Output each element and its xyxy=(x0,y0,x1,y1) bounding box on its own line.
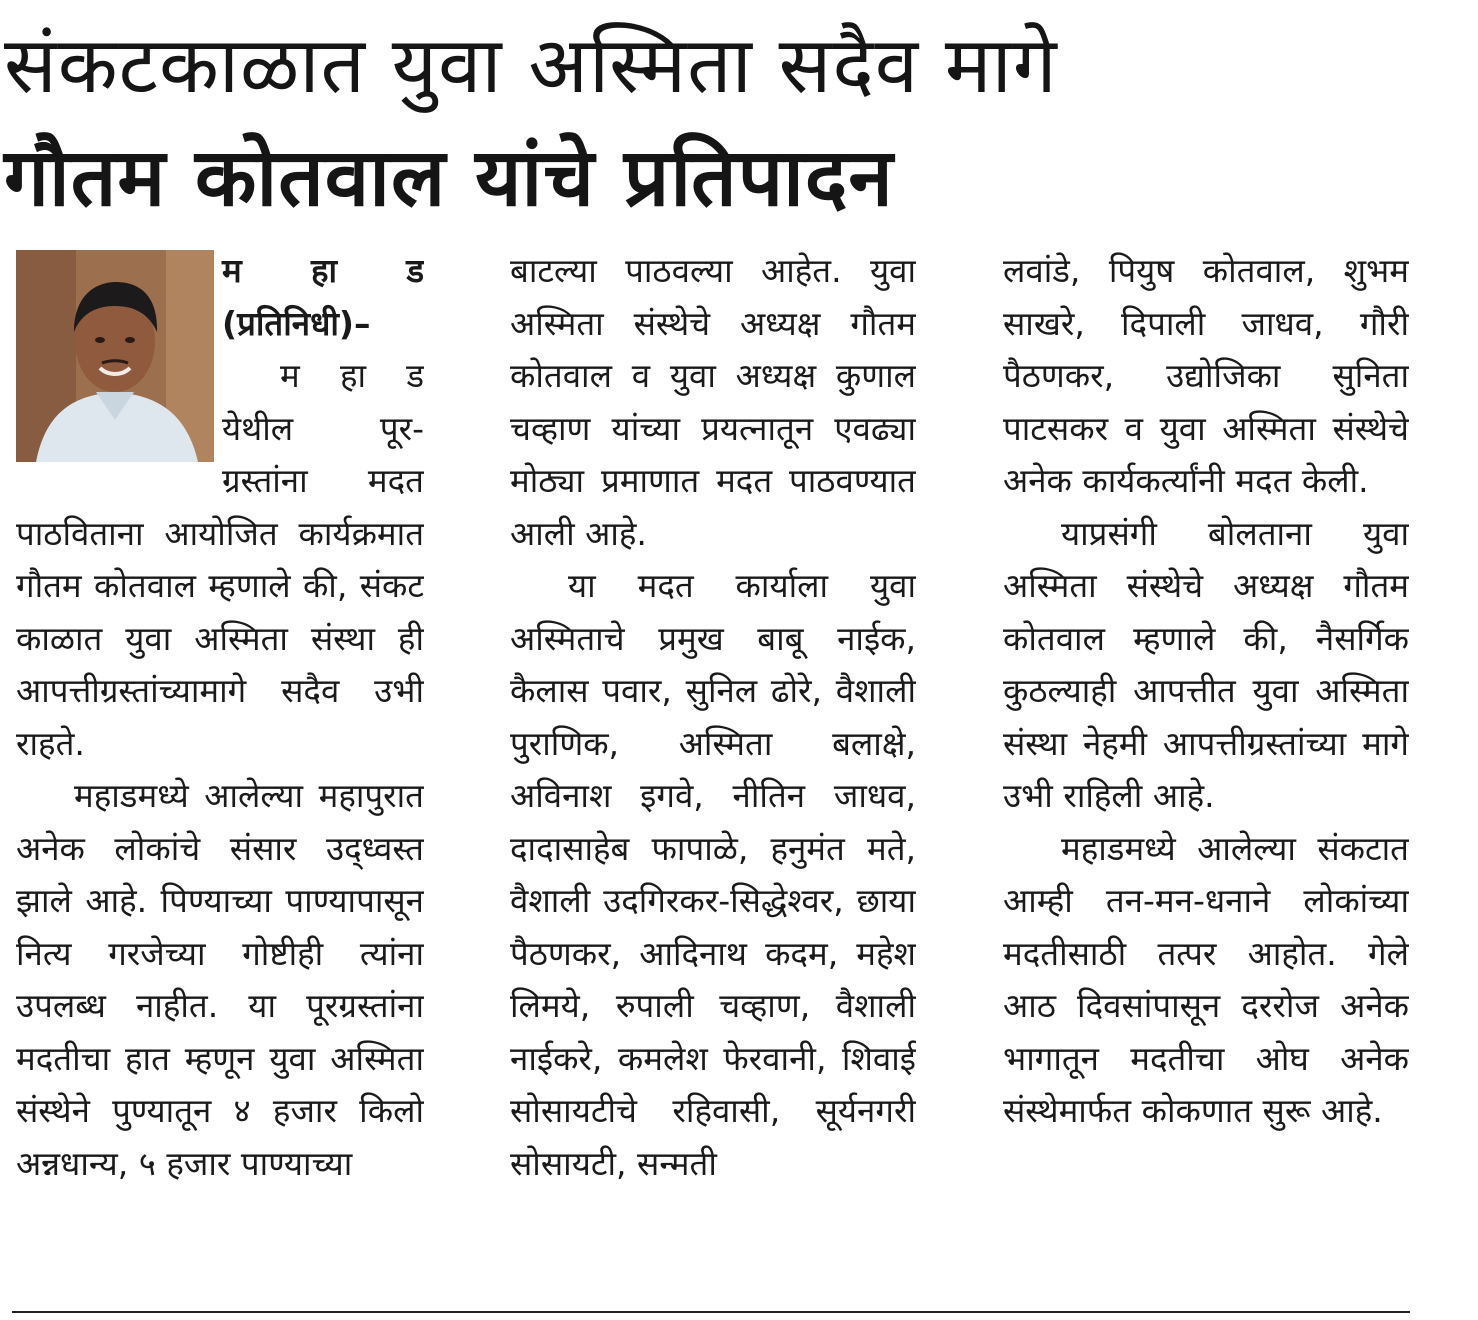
article-column-2 xyxy=(510,245,916,1295)
paragraph: म हा ड येथील पूर-ग्रस्तांना मदत पाठविताना आयोजित कार्यक्रमात गौतम कोतवाल म्हणाले की, संकट काळात युवा अस्मिता संस्था ही आपत्तीग्रस्तांच्यामागे सदैव उभी राहते. xyxy=(16,356,424,763)
paragraph: लवांडे, पियुष कोतवाल, शुभम साखरे, दिपाली जाधव, गौरी पैठणकर, उद्योजिका सुनिता पाटसकर व युवा अस्मिता संस्थेचे अनेक कार्यकर्त्यांनी मदत केली. xyxy=(1003,251,1409,500)
paragraph: महाडमध्ये आलेल्या महापुरात अनेक लोकांचे संसार उद्ध्वस्त झाले आहे. पिण्याच्या पाण्यापासून नित्य गरजेच्या गोष्टीही त्यांना उपलब्ध नाहीत. या पूरग्रस्तांना मदतीचा हात म्हणून युवा अस्मिता संस्थेने पुण्यातून ४ हजार किलो अन्नधान्य, ५ हजार पाण्याच्या xyxy=(16,776,424,1183)
paragraph: बाटल्या पाठवल्या आहेत. युवा अस्मिता संस्थेचे अध्यक्ष गौतम कोतवाल व युवा अध्यक्ष कुणाल चव्हाण यांच्या प्रयत्नातून एवढ्या मोठ्या प्रमाणात मदत पाठवण्यात आली आहे. xyxy=(510,251,916,553)
portrait-illustration xyxy=(16,250,214,462)
article-column-1 xyxy=(16,245,424,1295)
headline-line-2: गौतम कोतवाल यांचे प्रतिपादन xyxy=(4,131,894,224)
portrait-photo xyxy=(16,250,214,462)
paragraph: महाडमध्ये आलेल्या संकटात आम्ही तन-मन-धनाने लोकांच्या मदतीसाठी तत्पर आहोत. गेले आठ दिवसांपासून दररोज अनेक भागातून मदतीचा ओघ अनेक संस्थेमार्फत कोकणात सुरू आहे. xyxy=(1003,828,1409,1130)
bottom-divider xyxy=(12,1311,1410,1313)
paragraph: या मदत कार्याला युवा अस्मिताचे प्रमुख बाबू नाईक, कैलास पवार, सुनिल ढोरे, वैशाली पुराणिक, अस्मिता बलाक्षे, अविनाश इगवे, नीतिन जाधव, दादासाहेब फापाळे, हनुमंत मते, वैशाली उदगिरकर-सिद्धेश्वर, छाया पैठणकर, आदिनाथ कदम, महेश लिमये, रुपाली चव्हाण, वैशाली नाईकरे, कमलेश फेरवानी, शिवाई सोसायटीचे रहिवासी, सूर्यनगरी सोसायटी, सन्मती xyxy=(510,566,916,1183)
paragraph: याप्रसंगी बोलताना युवा अस्मिता संस्थेचे अध्यक्ष गौतम कोतवाल म्हणाले की, नैसर्गिक कुठल्याही आपत्तीत युवा अस्मिता संस्था नेहमी आपत्तीग्रस्तांच्या मागे उभी राहिली आहे. xyxy=(1003,513,1409,815)
headline-line-1: संकटकाळात युवा अस्मिता सदैव मागे xyxy=(4,21,1058,111)
article-column-3 xyxy=(1003,245,1409,1295)
dateline: म हा ड (प्रतिनिधी)– xyxy=(222,251,424,343)
